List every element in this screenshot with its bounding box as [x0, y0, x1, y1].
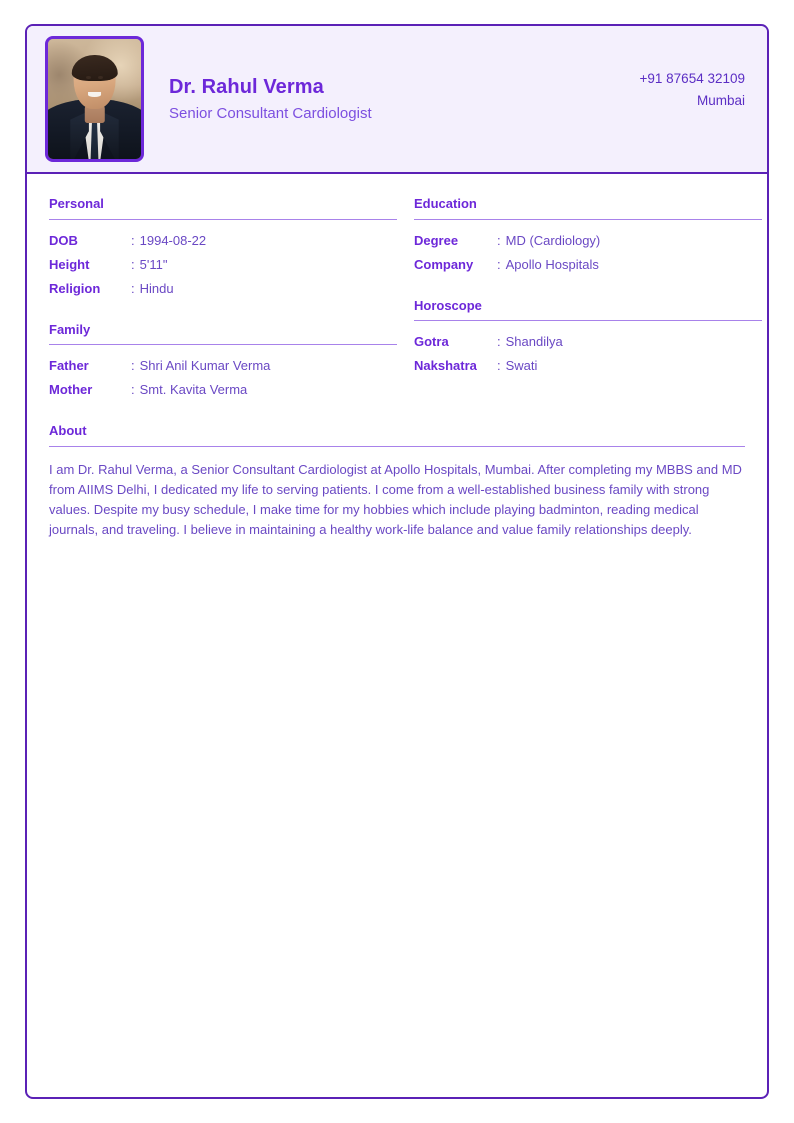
- row-value: [497, 229, 600, 253]
- detail-row: [49, 354, 397, 378]
- photo-smile-shape: [88, 92, 102, 97]
- colon: :: [497, 232, 501, 248]
- row-value: [497, 354, 537, 378]
- detail-row: [49, 229, 397, 253]
- row-value: [131, 378, 247, 402]
- rows-education: [414, 229, 762, 277]
- section-title-about: About: [49, 423, 745, 447]
- row-value: [131, 229, 206, 253]
- section-horoscope: [414, 298, 762, 379]
- detail-row: [414, 330, 762, 354]
- details-columns: [49, 196, 745, 402]
- row-label: Gotra: [414, 334, 449, 350]
- detail-row: [414, 253, 762, 277]
- photo-hair-shape: [71, 55, 118, 81]
- section-personal: [49, 196, 397, 301]
- colon: :: [131, 256, 135, 272]
- section-title-personal: Personal: [49, 196, 397, 220]
- colon: :: [131, 280, 135, 296]
- section-title-horoscope: Horoscope: [414, 298, 762, 322]
- rows-family: [49, 354, 397, 402]
- row-value-text: 5'11": [139, 256, 168, 272]
- row-value: [497, 253, 599, 277]
- row-value-text: MD (Cardiology): [505, 232, 601, 248]
- rows-horoscope: [414, 330, 762, 378]
- biodata-card: [25, 24, 769, 1099]
- contact-city: Mumbai: [696, 93, 745, 108]
- row-label: Mother: [49, 382, 93, 398]
- detail-row: [414, 354, 762, 378]
- details-column-left: [49, 196, 397, 402]
- row-value: [131, 354, 270, 378]
- section-education: [414, 196, 762, 277]
- row-value-text: Shri Anil Kumar Verma: [139, 358, 271, 374]
- colon: :: [131, 232, 135, 248]
- row-label: Degree: [414, 232, 459, 248]
- section-family: [49, 322, 397, 403]
- profile-header: [27, 26, 767, 174]
- section-title-education: Education: [414, 196, 762, 220]
- row-label: Company: [414, 256, 474, 272]
- person-name: Dr. Rahul Verma: [169, 76, 324, 98]
- biodata-body: [27, 174, 767, 540]
- row-value-text: 1994-08-22: [139, 232, 207, 248]
- section-title-family: Family: [49, 322, 397, 346]
- row-label: Height: [49, 256, 90, 272]
- row-label: Nakshatra: [414, 358, 477, 374]
- details-column-right: [414, 196, 762, 402]
- section-about: [49, 423, 745, 540]
- row-value-text: Apollo Hospitals: [505, 256, 599, 272]
- profile-photo-frame: [45, 36, 144, 162]
- profile-photo: [48, 39, 141, 159]
- detail-row: [49, 378, 397, 402]
- row-value: [497, 330, 563, 354]
- row-value-text: Swati: [505, 358, 538, 374]
- colon: :: [497, 334, 501, 350]
- row-value: [131, 277, 174, 301]
- colon: :: [497, 256, 501, 272]
- row-value-text: Smt. Kavita Verma: [139, 382, 248, 398]
- row-value-text: Shandilya: [505, 334, 563, 350]
- detail-row: [49, 277, 397, 301]
- contact-phone: +91 87654 32109: [639, 71, 745, 87]
- row-label: Father: [49, 358, 89, 374]
- row-label: DOB: [49, 232, 78, 248]
- rows-personal: [49, 229, 397, 301]
- detail-row: [414, 229, 762, 253]
- colon: :: [131, 358, 135, 374]
- about-text: I am Dr. Rahul Verma, a Senior Consultant Cardiologist at Apollo Hospitals, Mumbai. After completing my MBBS and MD from AIIMS Delhi, I dedicated my life to serving patients. I come from a well-established business family with strong values. Despite my busy schedule, I make time for my hobbies which include playing badminton, reading medical journals, and traveling. I believe in maintaining a healthy work-life balance and value family relationships deeply.: [49, 461, 742, 537]
- contact-block: [640, 68, 745, 111]
- colon: :: [497, 358, 501, 374]
- row-value-text: Hindu: [139, 280, 174, 296]
- identity-block: [169, 75, 640, 123]
- row-label: Religion: [49, 280, 101, 296]
- detail-row: [49, 253, 397, 277]
- row-value: [131, 253, 167, 277]
- colon: :: [131, 382, 135, 398]
- person-subtitle: Senior Consultant Cardiologist: [169, 105, 372, 122]
